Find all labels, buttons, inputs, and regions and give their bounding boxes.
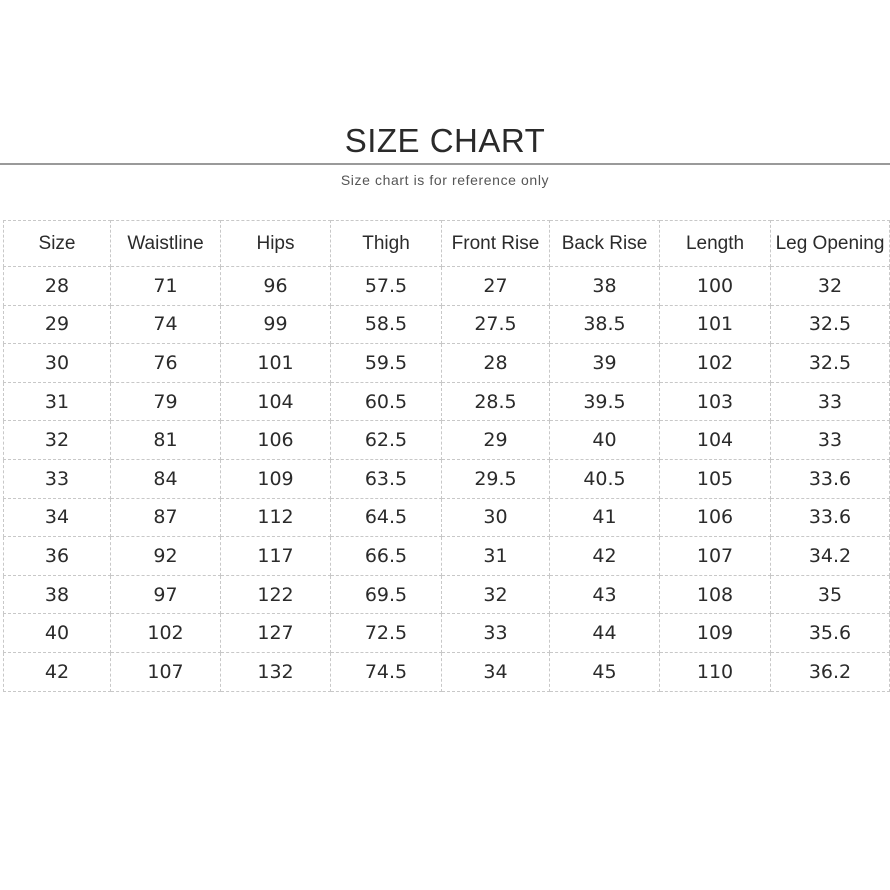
table-cell: 33 bbox=[771, 421, 890, 460]
table-row bbox=[4, 421, 890, 460]
table-cell: 38 bbox=[4, 575, 111, 614]
table-cell: 36 bbox=[4, 537, 111, 576]
table-cell: 106 bbox=[221, 421, 331, 460]
table-cell: 40 bbox=[4, 614, 111, 653]
table-cell: 27 bbox=[442, 267, 550, 306]
column-header-front-rise: Front Rise bbox=[442, 221, 550, 267]
table-row bbox=[4, 652, 890, 691]
table-cell: 63.5 bbox=[331, 459, 442, 498]
table-row bbox=[4, 305, 890, 344]
table-cell: 87 bbox=[111, 498, 221, 537]
table-cell: 62.5 bbox=[331, 421, 442, 460]
table-cell: 38.5 bbox=[550, 305, 660, 344]
page-subtitle: Size chart is for reference only bbox=[340, 172, 550, 188]
table-cell: 32 bbox=[442, 575, 550, 614]
table-header-row bbox=[4, 221, 890, 267]
table-cell: 102 bbox=[660, 344, 771, 383]
table-cell: 117 bbox=[221, 537, 331, 576]
table-cell: 81 bbox=[111, 421, 221, 460]
table-cell: 33 bbox=[442, 614, 550, 653]
title-divider bbox=[0, 163, 890, 165]
table-cell: 103 bbox=[660, 382, 771, 421]
table-cell: 104 bbox=[221, 382, 331, 421]
table-cell: 102 bbox=[111, 614, 221, 653]
column-header-thigh: Thigh bbox=[331, 221, 442, 267]
table-row bbox=[4, 575, 890, 614]
column-header-back-rise: Back Rise bbox=[550, 221, 660, 267]
table-cell: 100 bbox=[660, 267, 771, 306]
table-cell: 40.5 bbox=[550, 459, 660, 498]
table-row bbox=[4, 267, 890, 306]
table-cell: 29 bbox=[442, 421, 550, 460]
table-cell: 64.5 bbox=[331, 498, 442, 537]
table-cell: 101 bbox=[660, 305, 771, 344]
table-cell: 30 bbox=[4, 344, 111, 383]
table-cell: 40 bbox=[550, 421, 660, 460]
table-cell: 92 bbox=[111, 537, 221, 576]
table-cell: 39 bbox=[550, 344, 660, 383]
table-cell: 39.5 bbox=[550, 382, 660, 421]
table-cell: 34 bbox=[4, 498, 111, 537]
table-cell: 76 bbox=[111, 344, 221, 383]
table-cell: 97 bbox=[111, 575, 221, 614]
table-cell: 101 bbox=[221, 344, 331, 383]
table-cell: 79 bbox=[111, 382, 221, 421]
size-chart-table bbox=[3, 220, 890, 692]
table-cell: 27.5 bbox=[442, 305, 550, 344]
table-cell: 59.5 bbox=[331, 344, 442, 383]
table-cell: 109 bbox=[660, 614, 771, 653]
table-cell: 34 bbox=[442, 652, 550, 691]
table-cell: 33.6 bbox=[771, 459, 890, 498]
table-cell: 42 bbox=[4, 652, 111, 691]
table-cell: 31 bbox=[4, 382, 111, 421]
table-cell: 107 bbox=[660, 537, 771, 576]
table-row bbox=[4, 498, 890, 537]
column-header-length: Length bbox=[660, 221, 771, 267]
table-cell: 99 bbox=[221, 305, 331, 344]
table-cell: 38 bbox=[550, 267, 660, 306]
table-cell: 30 bbox=[442, 498, 550, 537]
table-cell: 107 bbox=[111, 652, 221, 691]
table-cell: 34.2 bbox=[771, 537, 890, 576]
table-cell: 41 bbox=[550, 498, 660, 537]
table-cell: 122 bbox=[221, 575, 331, 614]
table-cell: 84 bbox=[111, 459, 221, 498]
table-cell: 33 bbox=[771, 382, 890, 421]
page-title: SIZE CHART bbox=[344, 122, 546, 159]
table-cell: 74 bbox=[111, 305, 221, 344]
table-cell: 32 bbox=[4, 421, 111, 460]
table-cell: 32 bbox=[771, 267, 890, 306]
table-cell: 96 bbox=[221, 267, 331, 306]
table-cell: 106 bbox=[660, 498, 771, 537]
table-cell: 45 bbox=[550, 652, 660, 691]
table-row bbox=[4, 459, 890, 498]
table-cell: 109 bbox=[221, 459, 331, 498]
table-cell: 57.5 bbox=[331, 267, 442, 306]
table-row bbox=[4, 537, 890, 576]
table-cell: 66.5 bbox=[331, 537, 442, 576]
table-cell: 42 bbox=[550, 537, 660, 576]
table-cell: 44 bbox=[550, 614, 660, 653]
table-cell: 29.5 bbox=[442, 459, 550, 498]
table-cell: 33 bbox=[4, 459, 111, 498]
table-cell: 72.5 bbox=[331, 614, 442, 653]
table-cell: 58.5 bbox=[331, 305, 442, 344]
table-cell: 110 bbox=[660, 652, 771, 691]
table-cell: 31 bbox=[442, 537, 550, 576]
table-row bbox=[4, 344, 890, 383]
table-cell: 28 bbox=[4, 267, 111, 306]
table-cell: 69.5 bbox=[331, 575, 442, 614]
table-cell: 35.6 bbox=[771, 614, 890, 653]
column-header-hips: Hips bbox=[221, 221, 331, 267]
table-cell: 28 bbox=[442, 344, 550, 383]
table-cell: 28.5 bbox=[442, 382, 550, 421]
table-cell: 105 bbox=[660, 459, 771, 498]
table-cell: 35 bbox=[771, 575, 890, 614]
column-header-waistline: Waistline bbox=[111, 221, 221, 267]
table-cell: 108 bbox=[660, 575, 771, 614]
table-cell: 60.5 bbox=[331, 382, 442, 421]
table-cell: 71 bbox=[111, 267, 221, 306]
table-cell: 112 bbox=[221, 498, 331, 537]
column-header-size: Size bbox=[4, 221, 111, 267]
table-cell: 132 bbox=[221, 652, 331, 691]
table-cell: 33.6 bbox=[771, 498, 890, 537]
table-cell: 127 bbox=[221, 614, 331, 653]
table-row bbox=[4, 382, 890, 421]
table-cell: 74.5 bbox=[331, 652, 442, 691]
table-body bbox=[4, 267, 890, 692]
table-cell: 104 bbox=[660, 421, 771, 460]
table-cell: 29 bbox=[4, 305, 111, 344]
table-row bbox=[4, 614, 890, 653]
table-cell: 32.5 bbox=[771, 305, 890, 344]
table-cell: 43 bbox=[550, 575, 660, 614]
column-header-leg-opening: Leg Opening bbox=[771, 221, 890, 267]
table-cell: 36.2 bbox=[771, 652, 890, 691]
table-cell: 32.5 bbox=[771, 344, 890, 383]
